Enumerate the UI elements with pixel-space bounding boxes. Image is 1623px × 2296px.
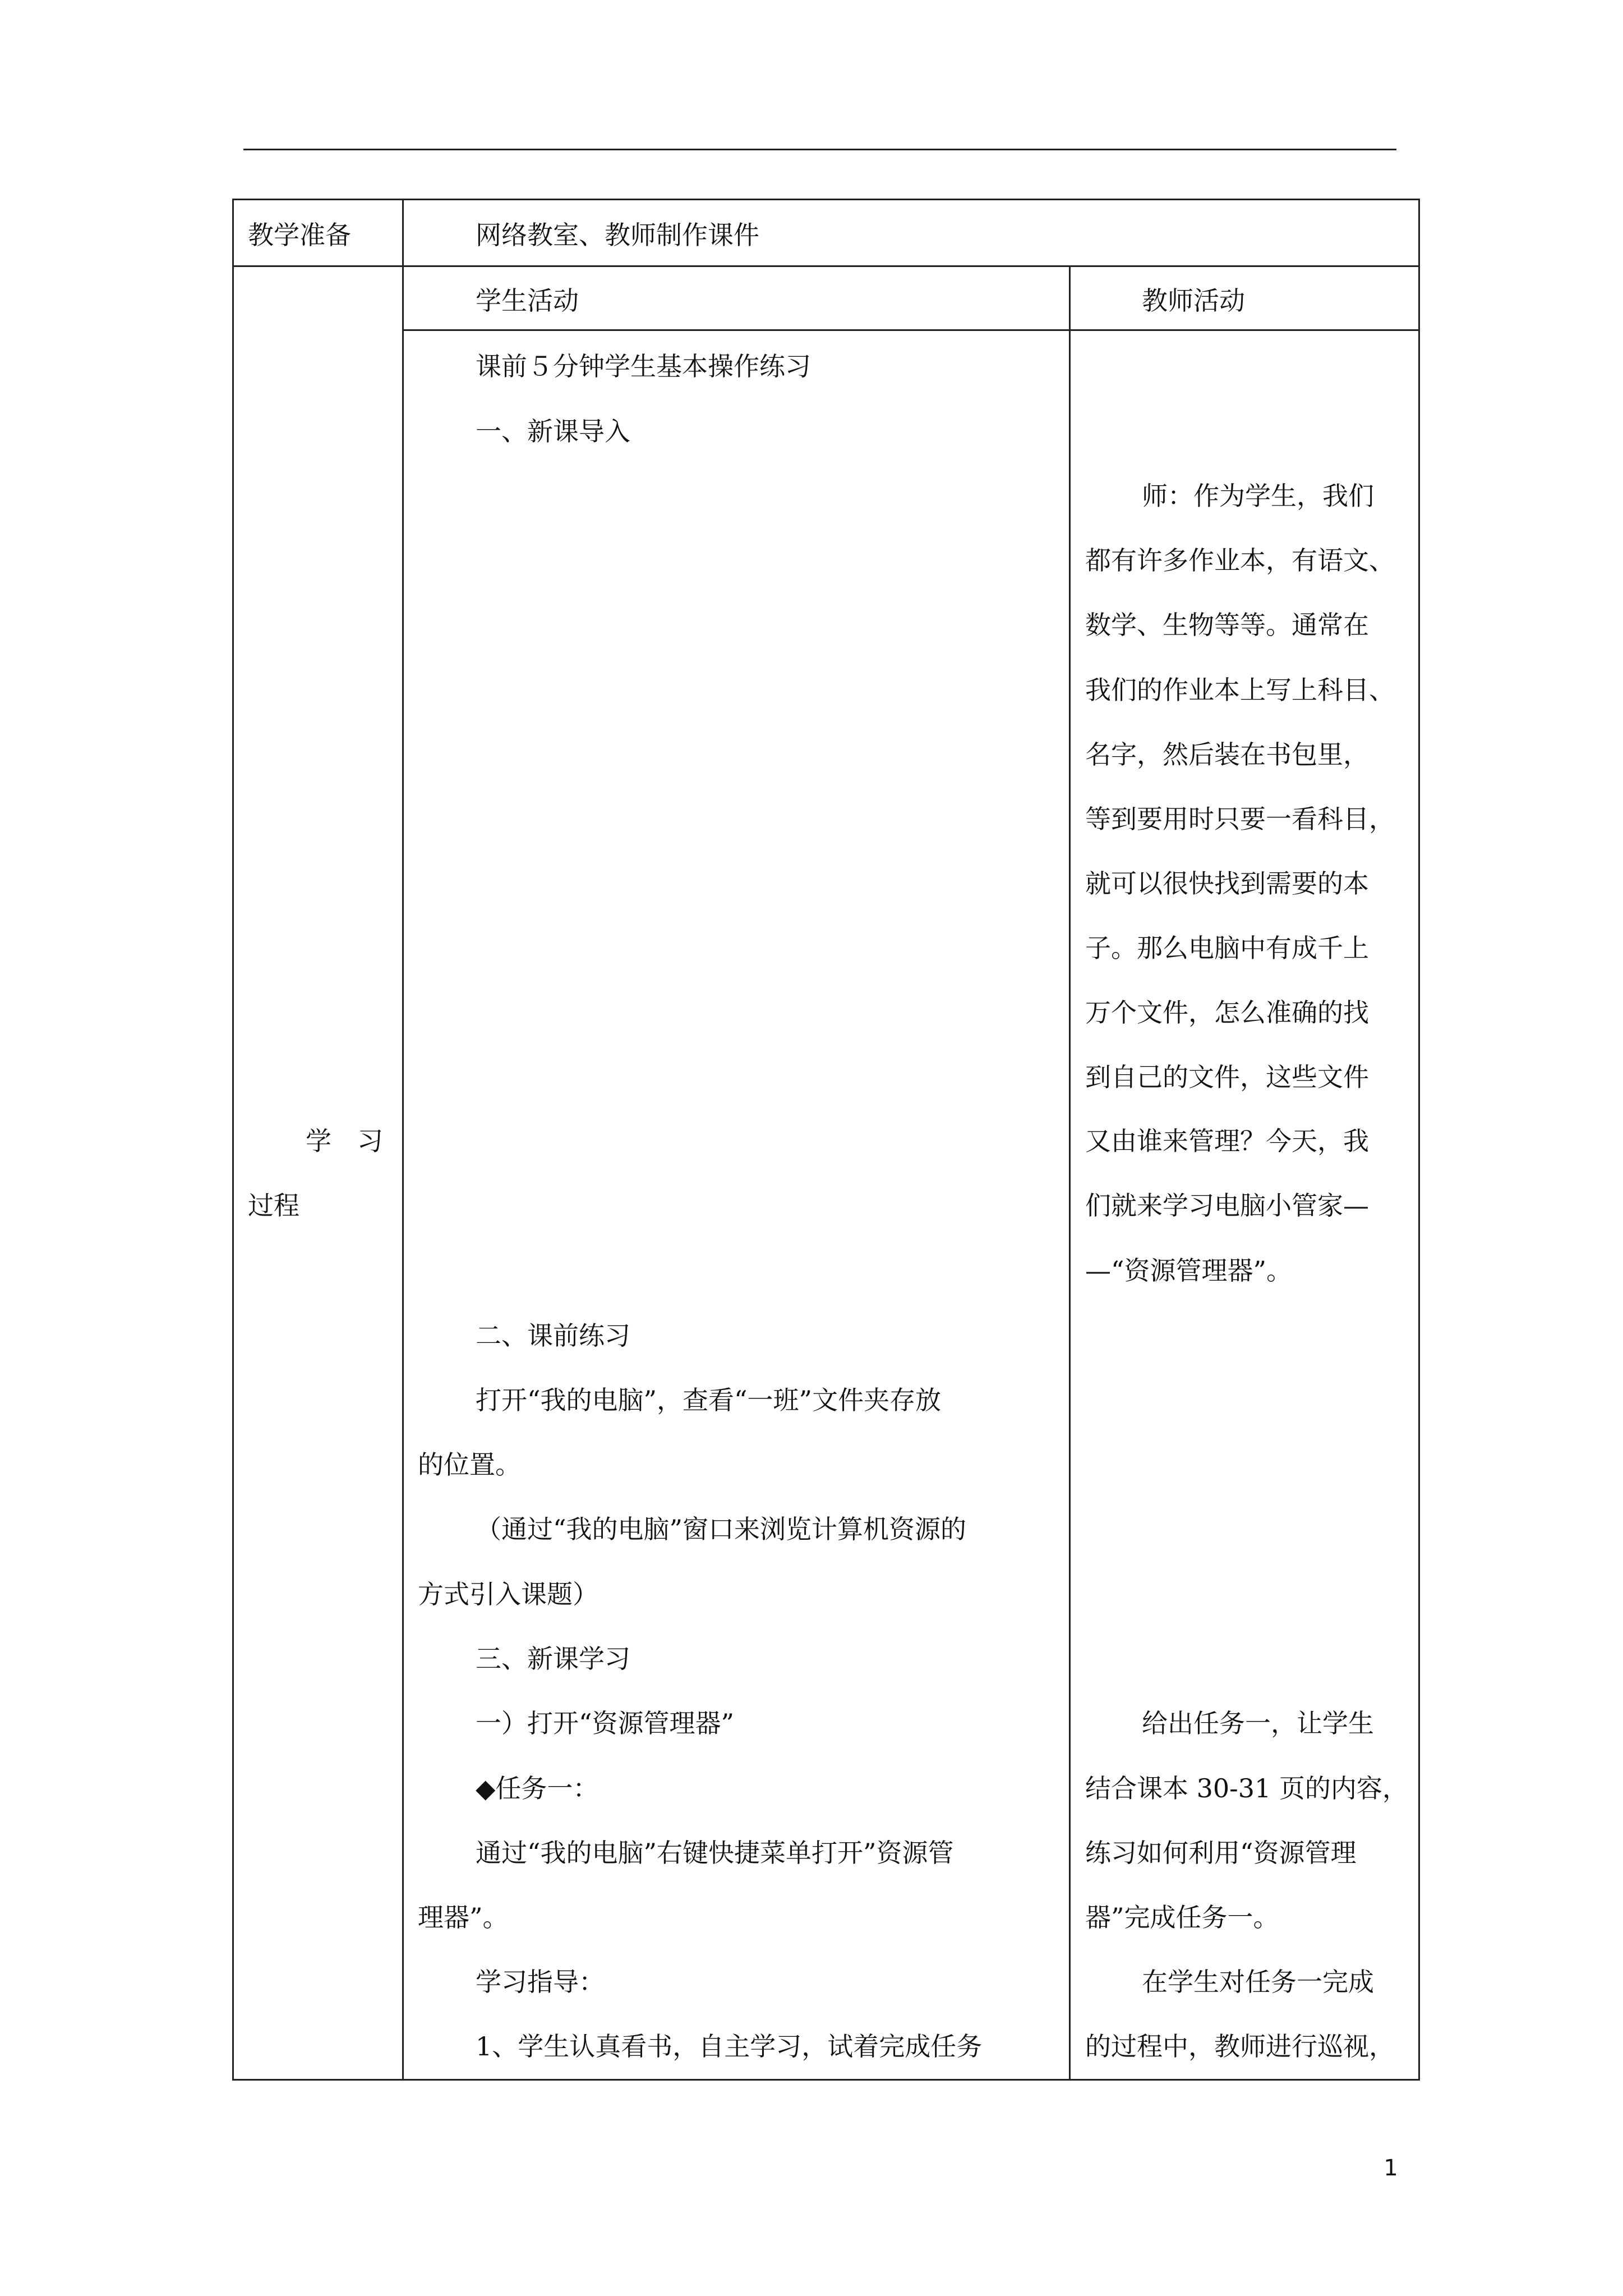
page-number: 1 [1384, 2155, 1398, 2181]
teacher-line: 结合课本 30-31 页的内容， [1085, 1773, 1408, 1803]
teacher-line: 名字，然后装在书包里， [1085, 739, 1369, 770]
teacher-line: 练习如何利用“资源管理 [1085, 1838, 1357, 1868]
student-line: 通过“我的电脑”右键快捷菜单打开”资源管 [476, 1838, 954, 1868]
student-line: 打开“我的电脑”，查看“一班”文件夹存放 [476, 1385, 942, 1415]
student-line: 方式引入课题） [418, 1579, 598, 1609]
header-rule [243, 149, 1396, 150]
student-line: 理器”。 [418, 1902, 509, 1932]
teacher-line: 又由谁来管理？今天，我 [1085, 1126, 1369, 1156]
student-line: 课前５分钟学生基本操作练习 [476, 351, 811, 381]
student-line: 1、学生认真看书，自主学习，试着完成任务 [476, 2031, 983, 2062]
student-line: 二、课前练习 [476, 1320, 630, 1351]
student-line: ◆任务一： [476, 1773, 599, 1803]
student-activity-cell [402, 329, 1071, 2081]
student-activity-header: 学生活动 [476, 286, 579, 316]
student-line: 三、新课学习 [476, 1644, 630, 1674]
student-line: 学习指导： [476, 1967, 605, 1997]
teacher-line: —“资源管理器”。 [1085, 1255, 1293, 1286]
teacher-line: 师：作为学生，我们 [1142, 481, 1374, 511]
teacher-activity-header: 教师活动 [1142, 286, 1245, 316]
teacher-line: 器”完成任务一。 [1085, 1902, 1279, 1932]
teacher-line: 就可以很快找到需要的本 [1085, 868, 1369, 899]
teacher-line: 都有许多作业本，有语文、 [1085, 545, 1395, 576]
process-label-cell [232, 265, 404, 2081]
prep-label: 教学准备 [248, 220, 351, 250]
student-line: （通过“我的电脑”窗口来浏览计算机资源的 [476, 1514, 967, 1544]
teacher-line: 我们的作业本上写上科目、 [1085, 675, 1395, 705]
student-line: 一、新课导入 [476, 416, 630, 447]
process-label-line1: 学 习 [306, 1126, 383, 1156]
process-label-line2: 过程 [248, 1190, 299, 1221]
teacher-line: 等到要用时只要一看科目， [1085, 804, 1395, 834]
teacher-line: 到自己的文件，这些文件 [1085, 1062, 1369, 1092]
teacher-line: 在学生对任务一完成 [1142, 1967, 1374, 1997]
prep-content: 网络教室、教师制作课件 [476, 220, 759, 250]
teacher-line: 数学、生物等等。通常在 [1085, 610, 1369, 640]
teacher-line: 给出任务一，让学生 [1142, 1708, 1374, 1738]
teacher-line: 万个文件，怎么准确的找 [1085, 997, 1369, 1028]
teacher-line: 子。那么电脑中有成千上 [1085, 933, 1369, 963]
student-line: 的位置。 [418, 1450, 521, 1480]
student-line: 一）打开“资源管理器” [476, 1708, 735, 1738]
teacher-line: 们就来学习电脑小管家— [1085, 1190, 1369, 1221]
teacher-line: 的过程中，教师进行巡视， [1085, 2031, 1395, 2062]
